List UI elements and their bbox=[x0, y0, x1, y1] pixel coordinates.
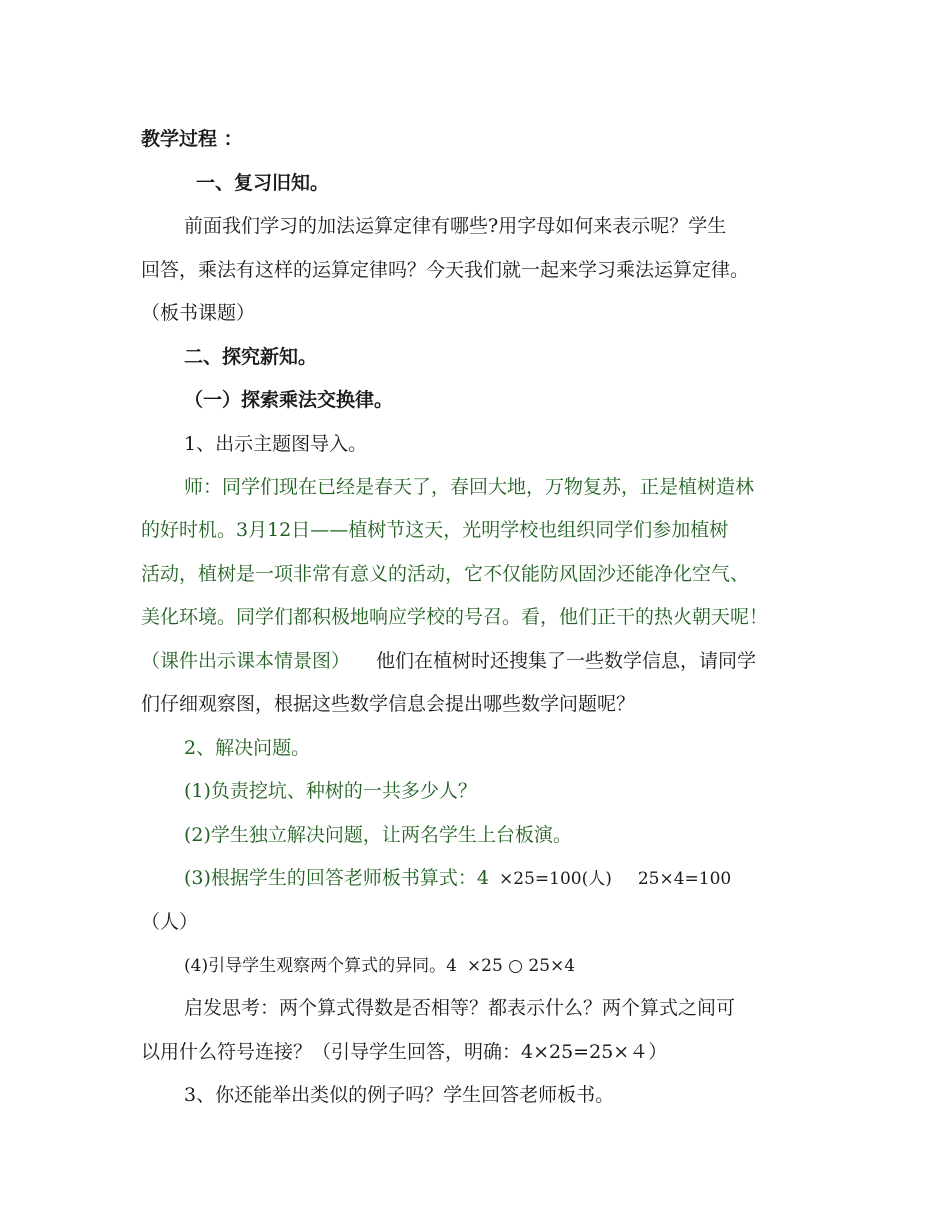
equation: ×25 ○ 25×4 bbox=[466, 956, 576, 976]
step-line: 1、出示主题图导入。 bbox=[184, 433, 368, 455]
paragraph-line: 师：同学们现在已经是春天了，春回大地，万物复苏，正是植树造林 bbox=[184, 476, 755, 498]
paragraph-line: 回答，乘法有这样的运算定律吗？今天我们就一起来学习乘法运算定律。 bbox=[141, 259, 750, 281]
courseware-note: （课件出示课本情景图） bbox=[141, 650, 351, 672]
paragraph-line: 美化环境。同学们都积极地响应学校的号召。看，他们正干的热火朝天呢！ bbox=[141, 606, 769, 628]
paragraph-line: 前面我们学习的加法运算定律有哪些?用字母如何来表示呢？学生 bbox=[184, 215, 727, 237]
step-line: (2)学生独立解决问题，让两名学生上台板演。 bbox=[184, 824, 572, 846]
subheading-commutative-law: （一）探索乘法交换律。 bbox=[184, 389, 394, 411]
paragraph-line: （板书课题） bbox=[141, 302, 256, 324]
step-line: 2、解决问题。 bbox=[184, 737, 311, 759]
step-line: 3、你还能举出类似的例子吗？学生回答老师板书。 bbox=[184, 1084, 615, 1106]
step-text: (3)根据学生的回答老师板书算式：4 bbox=[184, 867, 490, 889]
paragraph-line: 们仔细观察图，根据这些数学信息会提出哪些数学问题呢？ bbox=[141, 693, 636, 715]
paragraph-text: 他们在植树时还搜集了一些数学信息，请同学 bbox=[376, 650, 757, 672]
equation: ×25=100(人) bbox=[499, 869, 612, 889]
equation: 25×4=100 bbox=[637, 869, 732, 889]
step-text: (4)引导学生观察两个算式的异同。4 bbox=[184, 956, 457, 976]
heading-review: 一、复习旧知。 bbox=[196, 172, 330, 194]
heading-explore: 二、探究新知。 bbox=[184, 346, 318, 368]
paragraph-line: 活动，植树是一项非常有意义的活动，它不仅能防风固沙还能净化空气、 bbox=[141, 563, 750, 585]
step-line: (1)负责挖坑、种树的一共多少人？ bbox=[184, 780, 477, 802]
paragraph-line: 启发思考：两个算式得数是否相等？都表示什么？两个算式之间可 bbox=[184, 997, 736, 1019]
step-line bbox=[184, 953, 575, 978]
section-heading-teaching-process: 教学过程 ： bbox=[141, 128, 243, 150]
paragraph-line: 的好时机。3月12日——植树节这天，光明学校也组织同学们参加植树 bbox=[141, 519, 729, 541]
paragraph-line: （人） bbox=[141, 911, 199, 933]
paragraph-line bbox=[141, 649, 756, 673]
step-line bbox=[184, 866, 731, 891]
paragraph-line: 以用什么符号连接？（引导学生回答，明确：4×25=25×４） bbox=[141, 1041, 668, 1063]
